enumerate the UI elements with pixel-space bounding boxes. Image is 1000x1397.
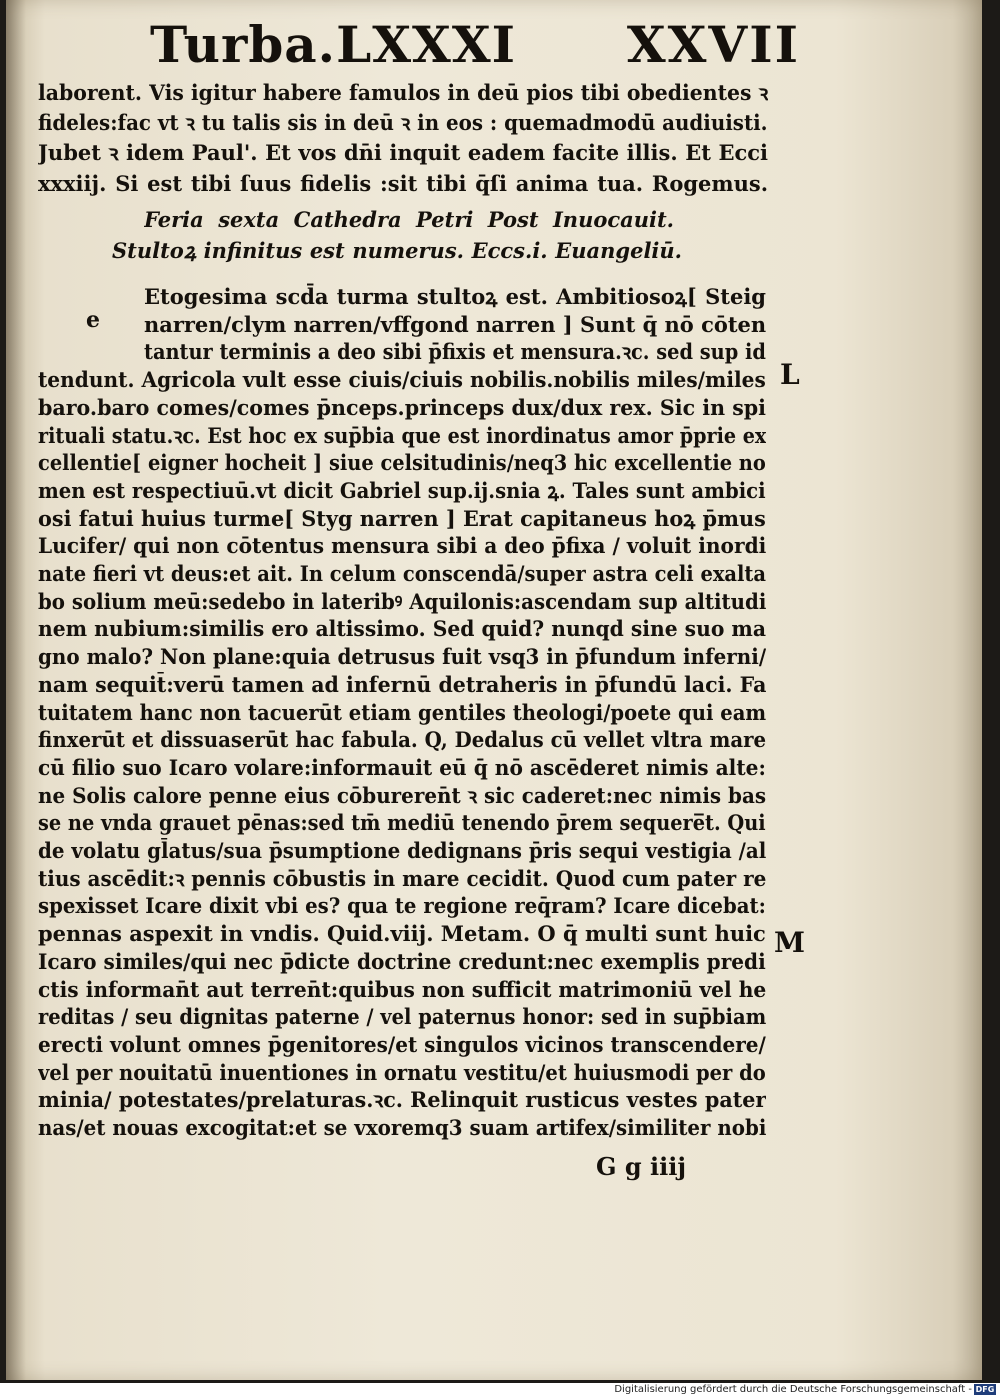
text-line: men est respectiuū.vt dicit Gabriel sup.ij.snia ꝝ. Tales sunt ambici <box>38 477 766 503</box>
text-line: nas/et nouas excogitat:et se vxoremq3 suam artifex/similiter nobi <box>38 1115 766 1140</box>
text-line: Stultoꝝ infinitus est numerus. Eccs.i. Euangeliū. <box>112 238 682 263</box>
text-line: fideles:fac vt ꝛ tu talis sis in deū ꝛ in eos : quemadmodū audiuisti. <box>38 110 768 136</box>
text-line: laborent. Vis igitur habere famulos in deū pios tibi obedientes ꝛ <box>38 80 768 105</box>
running-title: Turba.LXXXI <box>150 15 517 74</box>
text-line: minia/ potestates/prelaturas.ꝛc. Relinquit rusticus vestes pater <box>38 1087 766 1113</box>
text-line: nam sequit̄:verū tamen ad infernū detraheris in p̄fundū laci. Fa <box>38 671 766 697</box>
text-line: Lucifer/ qui non cōtentus mensura sibi a deo p̄fixa / voluit inordi <box>38 533 766 559</box>
text-line: spexisset Icare dixit vbi es? qua te regione req̄ram? Icare dicebat: <box>38 893 766 919</box>
text-line: vel per nouitatū inuentiones in ornatu vestitu/et huiusmodi per do <box>38 1059 766 1085</box>
footer-credit: Digitalisierung gefördert durch die Deutsche Forschungsgemeinschaft - <box>614 1384 972 1395</box>
margin-letter-left: e <box>86 307 100 333</box>
text-line: finxerūt et dissuaserūt hac fabula. Q, Dedalus cū vellet vltra mare <box>38 727 766 753</box>
text-line: narren/clym narren/vffgond narren ] Sunt q̄ nō cōten <box>144 311 766 337</box>
text-line: tendunt. Agricola vult esse ciuis/ciuis nobilis.nobilis miles/miles <box>38 367 766 393</box>
text-line: cellentie[ eigner hocheit ] siue celsitudinis/neq3 hic excellentie no <box>38 450 766 476</box>
text-line: ne Solis calore penne eius cōbureren̄t ꝛ sic caderet:nec nimis bas <box>38 782 766 808</box>
page-header <box>150 10 800 80</box>
text-line: erecti volunt omnes p̄genitores/et singulos vicinos transcendere/ <box>38 1031 766 1057</box>
folio-number: XXVII <box>626 15 800 74</box>
text-line: tius ascēdit:ꝛ pennis cōbustis in mare cecidit. Quod cum pater re <box>38 865 766 891</box>
text-line: se ne vnda grauet pēnas:sed tm̄ mediū tenendo p̄rem sequere̅t. Qui <box>38 810 766 836</box>
text-line: reditas / seu dignitas paterne / vel paternus honor: sed in sup̄biam <box>38 1004 766 1030</box>
text-line: cū filio suo Icaro volare:informauit eū q̄ nō ascēderet nimis alte: <box>38 754 766 780</box>
text-line: tuitatem hanc non tacuerūt etiam gentiles theologi/poete qui eam <box>38 699 766 725</box>
text-line: gno malo? Non plane:quia detrusus fuit vsq3 in p̄fundum inferni/ <box>38 644 766 670</box>
text-line: Feria sexta Cathedra Petri Post Inuocauit. <box>144 207 674 232</box>
dfg-logo: DFG <box>975 1385 995 1394</box>
text-line: osi fatui huius turme[ Styg narren ] Erat capitaneus hoꝝ p̄mus <box>38 505 766 531</box>
text-line: rituali statu.ꝛc. Est hoc ex sup̄bia que est inordinatus amor p̄prie ex <box>38 422 766 448</box>
text-line: Jubet ꝛ idem Paul'. Et vos dn̄i inquit eadem facite illis. Et Ecci <box>38 140 768 166</box>
margin-letter-right-1: L <box>780 358 800 391</box>
text-line: nate fieri vt deus:et ait. In celum conscendā/super astra celi exalta <box>38 561 766 586</box>
text-line: bo solium meū:sedebo in lateribꝰ Aquilonis:ascendam sup altitudi <box>38 588 766 614</box>
text-line: Icaro similes/qui nec p̄dicte doctrine credunt:nec exemplis predi <box>38 948 766 974</box>
text-line: Etogesima scd̄a turma stultoꝝ est. Ambitiosoꝝ[ Steig <box>144 284 766 309</box>
gutter-shadow <box>6 0 26 1380</box>
signature-mark: G g iiij <box>596 1152 687 1181</box>
text-line: baro.baro comes/comes p̄nceps.princeps dux/dux rex. Sic in spi <box>38 394 766 420</box>
text-line: nem nubium:similis ero altissimo. Sed quid? nunqd sine suo ma <box>38 616 766 642</box>
margin-letter-right-2: M <box>774 926 805 959</box>
text-line: tantur terminis a deo sibi p̄fixis et mensura.ꝛc. sed sup id <box>144 339 766 365</box>
text-line: ctis informan̄t aut terren̄t:quibus non sufficit matrimoniū vel he <box>38 976 766 1002</box>
text-line: pennas aspexit in vndis. Quid.viij. Metam. O q̄ multi sunt huic <box>38 921 766 947</box>
text-line: de volatu gl̄atus/sua p̄sumptione dedignans p̄ris sequi vestigia /al <box>38 838 766 863</box>
text-line: xxxiij. Si est tibi ſuus fidelis :sit tibi q̄ſi anima tua. Rogemus. <box>38 170 768 196</box>
